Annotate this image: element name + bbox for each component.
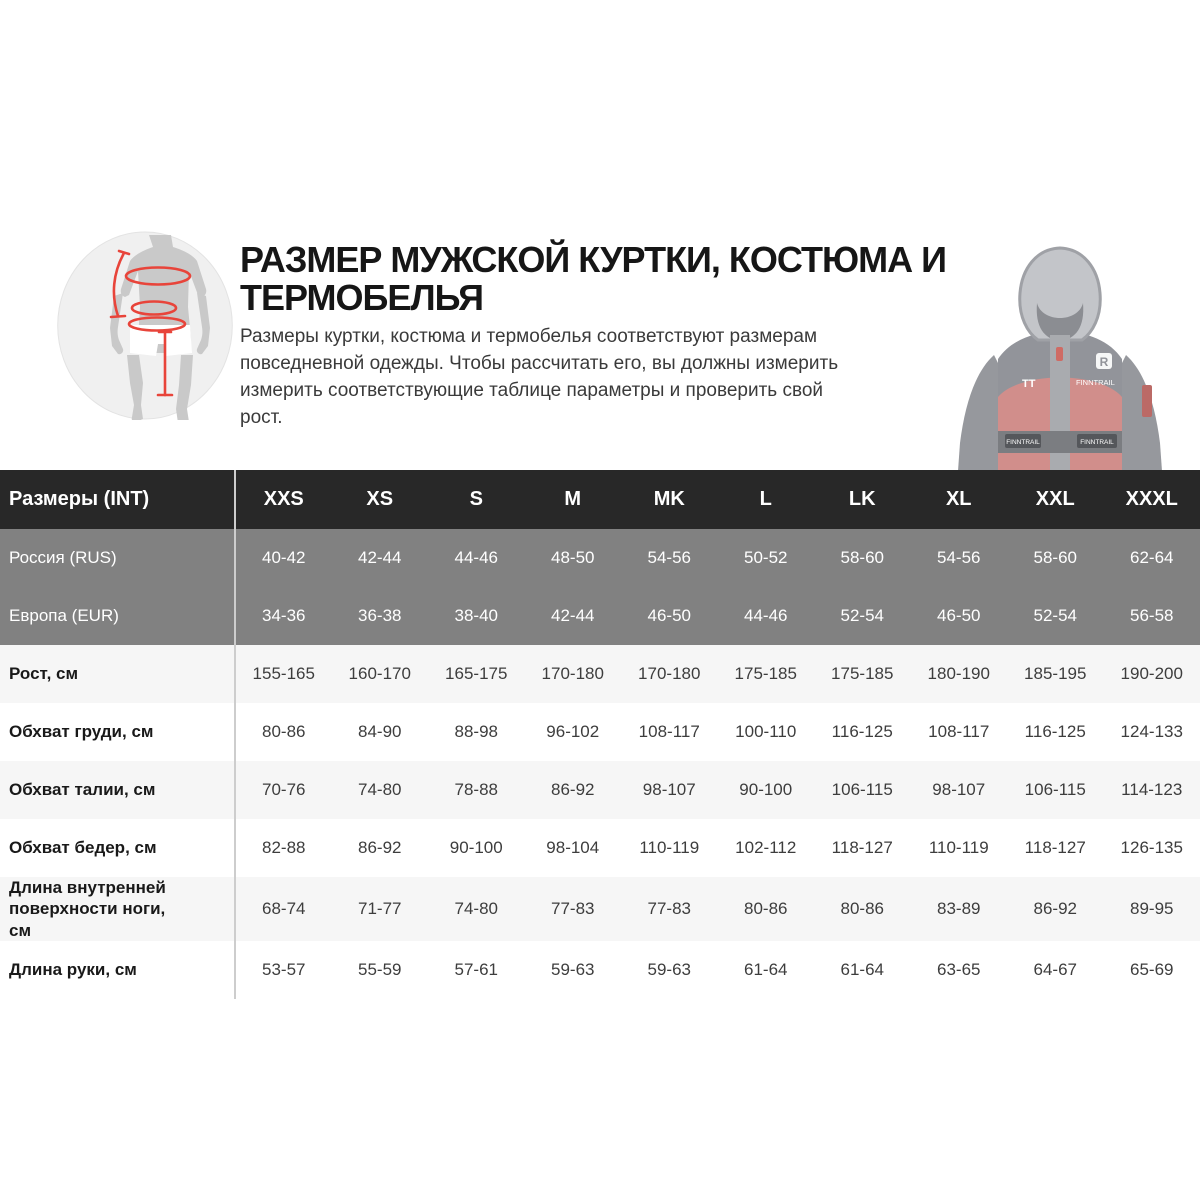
row-label: Длина внутренней поверхности ноги, см bbox=[9, 878, 166, 940]
size-value-cell: 42-44 bbox=[358, 548, 402, 567]
size-value-cell: 52-54 bbox=[840, 606, 884, 625]
row-label: Обхват груди, см bbox=[9, 722, 154, 742]
size-value-cell: 114-123 bbox=[1121, 780, 1183, 799]
size-value-cell: 185-195 bbox=[1024, 664, 1087, 683]
size-value-cell: 74-80 bbox=[358, 780, 402, 799]
size-value-cell: 50-52 bbox=[744, 548, 788, 567]
size-value-cell: 165-175 bbox=[445, 664, 508, 683]
size-column-header: L bbox=[759, 488, 772, 510]
size-column-header: MK bbox=[653, 488, 685, 510]
size-value-cell: 34-36 bbox=[235, 587, 332, 645]
size-value-cell: 63-65 bbox=[937, 959, 981, 979]
size-value-cell: 175-185 bbox=[734, 664, 797, 683]
size-value-cell: 84-90 bbox=[358, 722, 402, 741]
size-value-cell: 170-180 bbox=[541, 664, 604, 683]
size-value-cell: 61-64 bbox=[744, 959, 788, 979]
size-column-header: XXL bbox=[1035, 488, 1075, 510]
jacket-image bbox=[950, 235, 1170, 470]
size-table bbox=[0, 470, 1200, 999]
chest-mark-text: TT bbox=[1022, 378, 1036, 390]
size-value-cell: 80-86 bbox=[744, 898, 788, 918]
table-body bbox=[0, 529, 1200, 999]
table-row bbox=[0, 587, 1200, 645]
size-value-cell: 124-133 bbox=[1120, 722, 1183, 741]
size-value-cell: 54-56 bbox=[647, 548, 691, 567]
size-value-cell: 64-67 bbox=[1033, 959, 1077, 979]
size-value-cell: 44-46 bbox=[454, 548, 498, 567]
size-value-cell: 180-190 bbox=[927, 664, 990, 683]
size-value-cell: 126-135 bbox=[1120, 838, 1183, 857]
size-value-cell: 100-110 bbox=[735, 722, 797, 741]
size-value-cell: 98-107 bbox=[932, 780, 986, 799]
size-value-cell: 118-127 bbox=[1024, 838, 1086, 857]
size-value-cell: 40-42 bbox=[235, 529, 332, 587]
size-value-cell: 106-115 bbox=[1024, 780, 1086, 799]
page-description: Размеры куртки, костюма и термобелья соответствуют размерам повседневной одежды. Чтобы рассчитать его, вы должны измерить измерить соответствующие таблице параметры и проверить свой рост. bbox=[240, 326, 839, 428]
size-value-cell: 57-61 bbox=[454, 959, 498, 979]
size-value-cell: 58-60 bbox=[1033, 548, 1077, 567]
row-label: Обхват талии, см bbox=[9, 780, 156, 800]
brand-text-patch-right: FINNTRAIL bbox=[1080, 439, 1114, 446]
table-header-label: Размеры (INT) bbox=[9, 488, 150, 510]
size-value-cell: 170-180 bbox=[638, 664, 701, 683]
size-value-cell: 74-80 bbox=[454, 898, 498, 918]
size-value-cell: 36-38 bbox=[358, 606, 402, 625]
size-value-cell: 106-115 bbox=[831, 780, 893, 799]
size-column-header: S bbox=[469, 488, 483, 510]
table-row bbox=[0, 877, 1200, 941]
size-value-cell: 86-92 bbox=[358, 838, 402, 857]
size-value-cell: 80-86 bbox=[840, 898, 884, 918]
brand-text-chest: FINNTRAIL bbox=[1076, 378, 1115, 387]
table-row bbox=[0, 941, 1200, 999]
table-row bbox=[0, 761, 1200, 819]
size-value-cell: 108-117 bbox=[928, 722, 990, 741]
size-value-cell: 102-112 bbox=[735, 838, 797, 857]
table-header-row bbox=[0, 470, 1200, 529]
size-value-cell: 48-50 bbox=[551, 548, 595, 567]
size-value-cell: 52-54 bbox=[1033, 606, 1077, 625]
size-value-cell: 61-64 bbox=[840, 959, 884, 979]
size-value-cell: 155-165 bbox=[235, 645, 332, 703]
row-label: Европа (EUR) bbox=[9, 606, 119, 626]
body-measurement-icon bbox=[57, 231, 233, 420]
row-label: Рост, см bbox=[9, 664, 79, 684]
size-value-cell: 77-83 bbox=[551, 898, 595, 918]
row-label: Обхват бедер, см bbox=[9, 838, 157, 858]
size-value-cell: 108-117 bbox=[638, 722, 700, 741]
size-value-cell: 80-86 bbox=[235, 703, 332, 761]
size-value-cell: 190-200 bbox=[1120, 664, 1183, 683]
page-title: РАЗМЕР МУЖСКОЙ КУРТКИ, КОСТЮМА И ТЕРМОБЕЛЬЯ bbox=[240, 239, 946, 318]
size-value-cell: 59-63 bbox=[647, 959, 691, 979]
size-value-cell: 110-119 bbox=[639, 838, 700, 857]
size-value-cell: 116-125 bbox=[1024, 722, 1086, 741]
table-row bbox=[0, 645, 1200, 703]
size-value-cell: 53-57 bbox=[235, 941, 332, 999]
r-logo-letter: R bbox=[1099, 355, 1109, 369]
size-value-cell: 110-119 bbox=[928, 838, 989, 857]
size-value-cell: 86-92 bbox=[1033, 898, 1077, 918]
row-label: Длина руки, см bbox=[9, 960, 137, 980]
size-value-cell: 83-89 bbox=[937, 898, 981, 918]
size-value-cell: 98-104 bbox=[546, 838, 600, 857]
row-label: Россия (RUS) bbox=[9, 548, 117, 568]
size-value-cell: 46-50 bbox=[647, 606, 691, 625]
size-column-header: XXXL bbox=[1125, 488, 1178, 510]
size-value-cell: 62-64 bbox=[1130, 548, 1174, 567]
size-value-cell: 58-60 bbox=[840, 548, 884, 567]
table-row bbox=[0, 819, 1200, 877]
table-row bbox=[0, 703, 1200, 761]
size-value-cell: 55-59 bbox=[358, 959, 402, 979]
size-column-header: M bbox=[564, 488, 582, 510]
table-row bbox=[0, 529, 1200, 587]
size-value-cell: 90-100 bbox=[449, 838, 503, 857]
size-value-cell: 88-98 bbox=[454, 722, 498, 741]
brand-text-patch-left: FINNTRAIL bbox=[1006, 439, 1040, 446]
size-value-cell: 89-95 bbox=[1130, 898, 1174, 918]
size-value-cell: 44-46 bbox=[744, 606, 788, 625]
size-value-cell: 54-56 bbox=[937, 548, 981, 567]
size-value-cell: 160-170 bbox=[348, 664, 411, 683]
size-value-cell: 78-88 bbox=[454, 780, 498, 799]
size-value-cell: 70-76 bbox=[235, 761, 332, 819]
size-value-cell: 96-102 bbox=[546, 722, 600, 741]
size-value-cell: 68-74 bbox=[235, 877, 332, 941]
size-value-cell: 90-100 bbox=[739, 780, 793, 799]
size-value-cell: 42-44 bbox=[551, 606, 595, 625]
size-value-cell: 59-63 bbox=[551, 959, 595, 979]
size-value-cell: 56-58 bbox=[1130, 606, 1174, 625]
size-column-header: XL bbox=[945, 488, 972, 510]
size-column-header: XXS bbox=[235, 470, 332, 529]
size-value-cell: 175-185 bbox=[831, 664, 894, 683]
size-value-cell: 82-88 bbox=[235, 819, 332, 877]
size-value-cell: 38-40 bbox=[454, 606, 498, 625]
size-value-cell: 98-107 bbox=[642, 780, 696, 799]
size-value-cell: 118-127 bbox=[831, 838, 893, 857]
size-value-cell: 86-92 bbox=[551, 780, 595, 799]
size-value-cell: 116-125 bbox=[831, 722, 893, 741]
jacket-product-image bbox=[950, 235, 1170, 470]
body-measurement-illustration bbox=[57, 231, 233, 420]
size-value-cell: 71-77 bbox=[358, 898, 402, 918]
size-value-cell: 65-69 bbox=[1130, 959, 1174, 979]
size-value-cell: 77-83 bbox=[647, 898, 691, 918]
size-column-header: XS bbox=[366, 488, 394, 510]
size-column-header: LK bbox=[848, 488, 876, 510]
size-value-cell: 46-50 bbox=[937, 606, 981, 625]
